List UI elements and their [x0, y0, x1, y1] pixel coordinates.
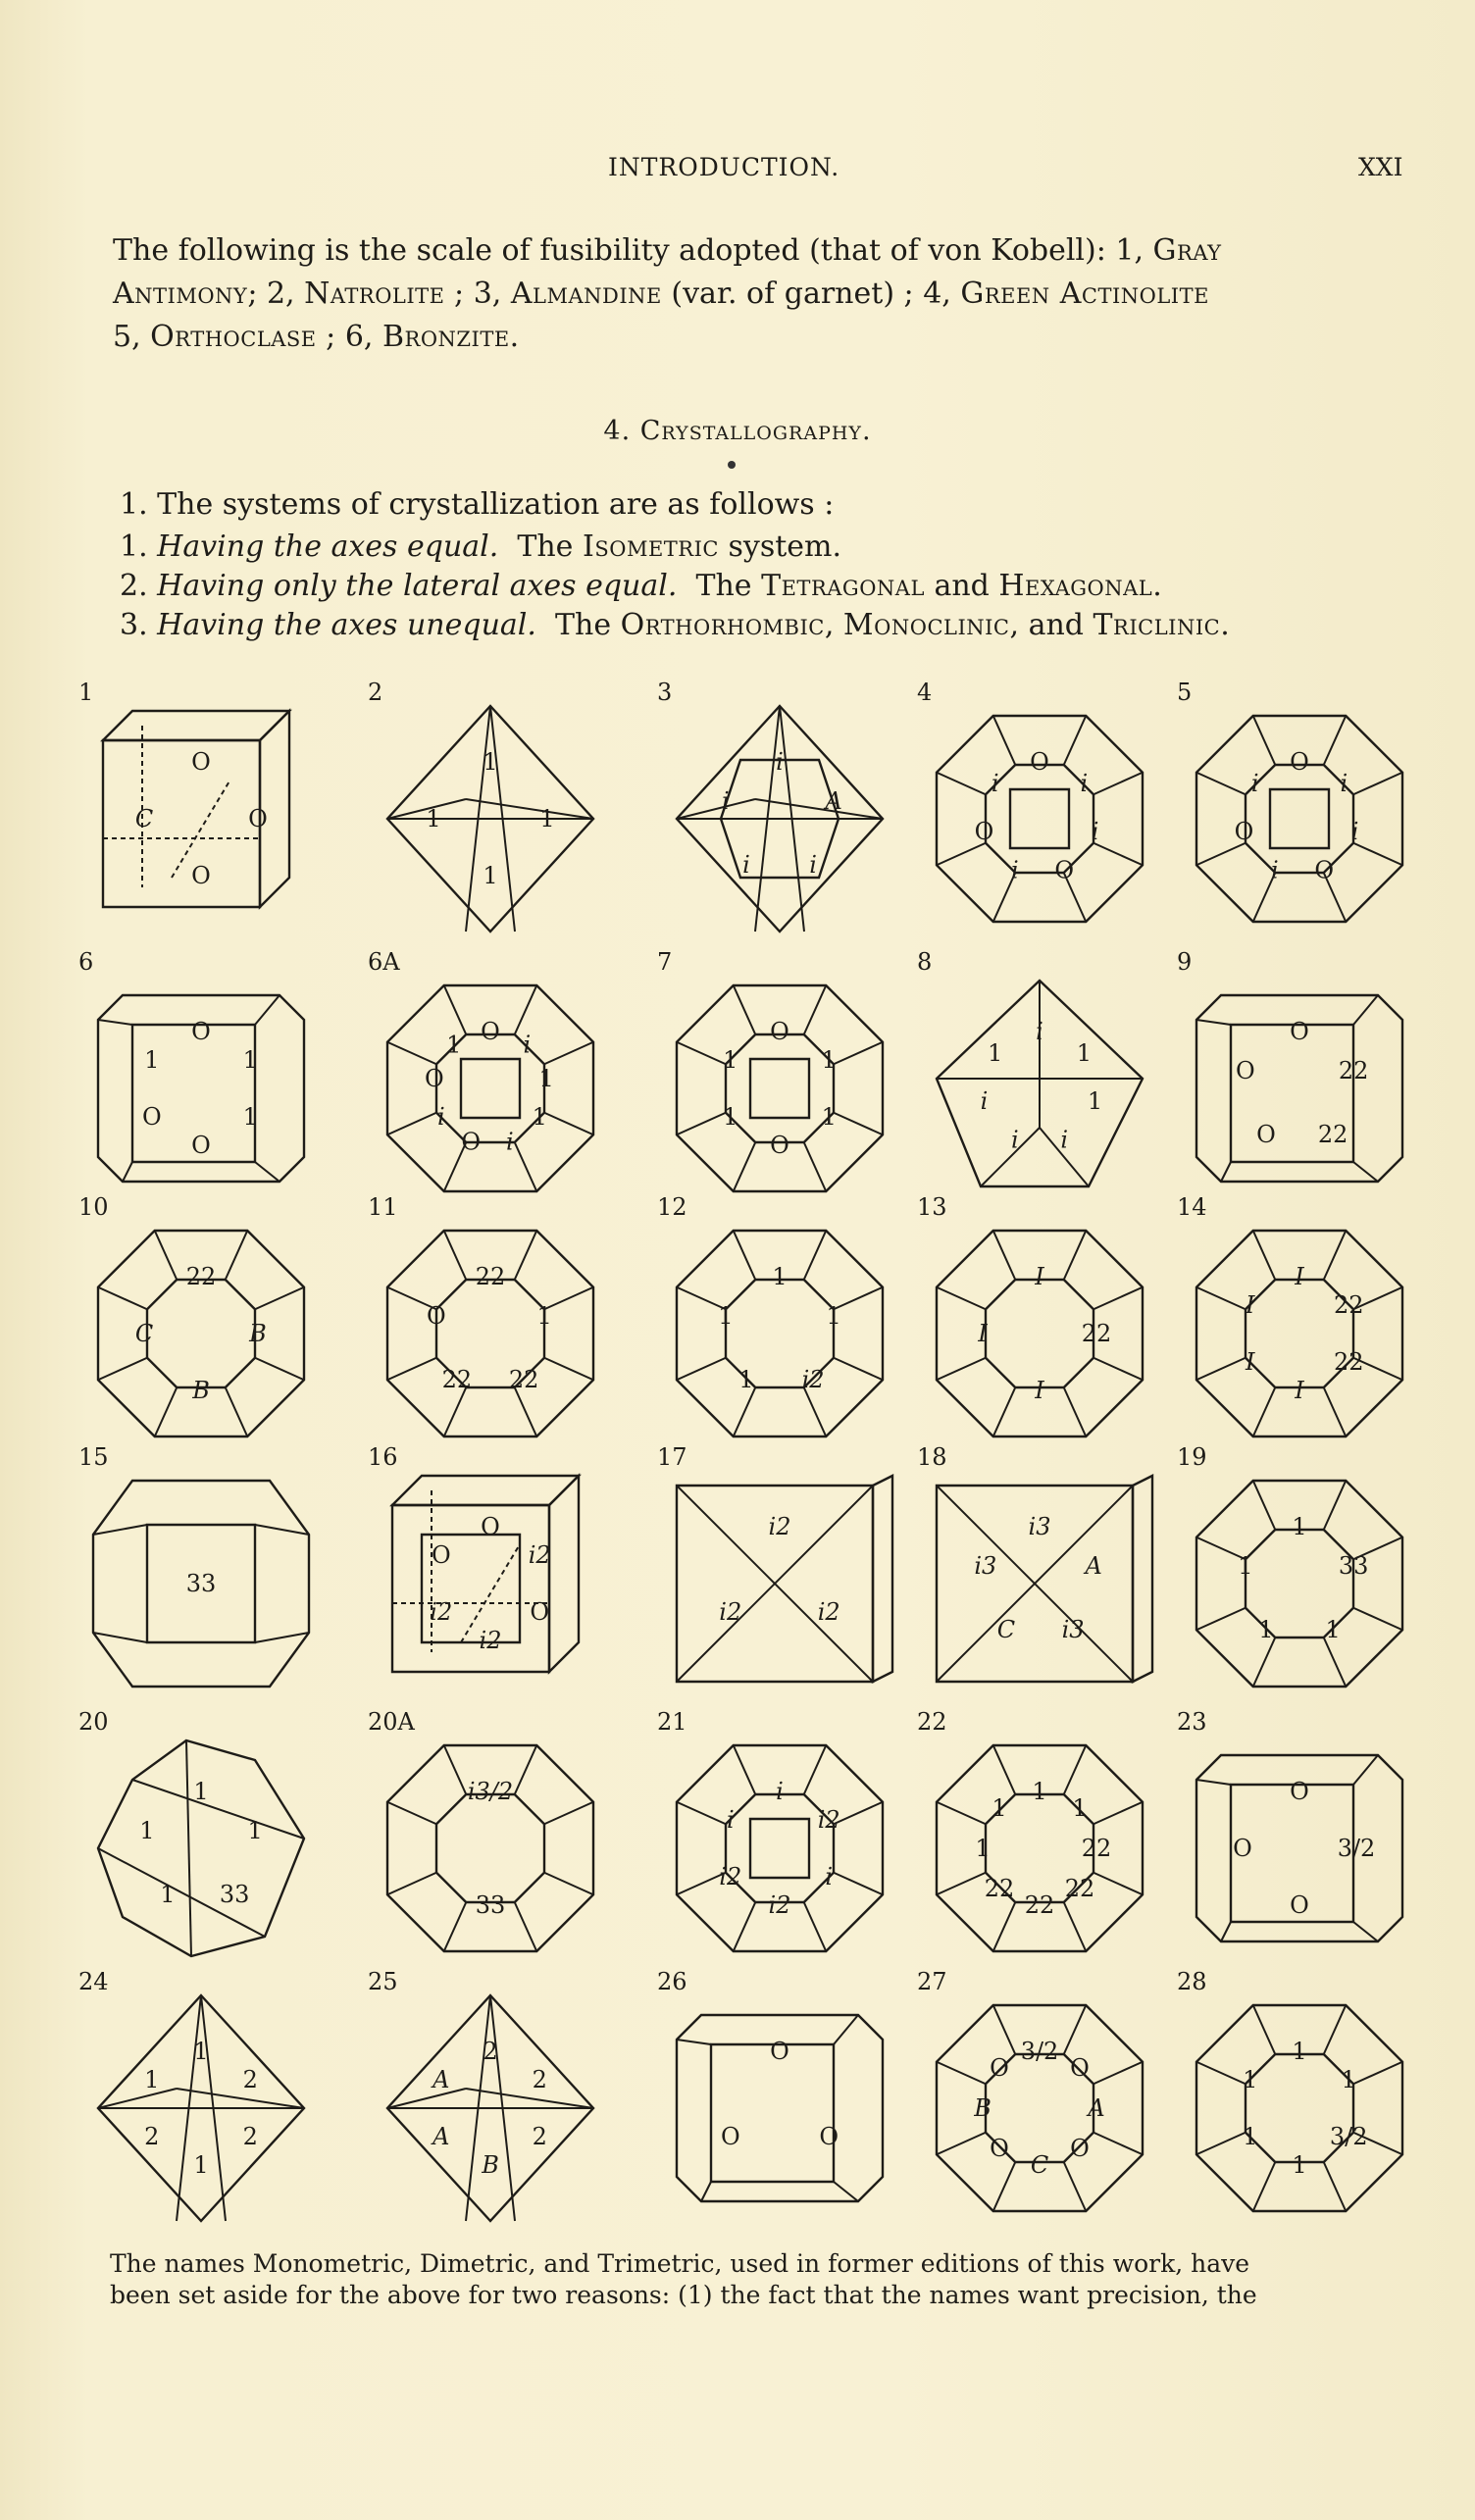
face-label: i — [1036, 1018, 1043, 1045]
face-label: A — [432, 2066, 450, 2093]
face-label: 22 — [984, 1875, 1015, 1903]
crystal-figure-15 — [78, 1443, 314, 1687]
text-run: The — [677, 569, 762, 603]
face-label: O — [481, 1513, 500, 1540]
crystal-figure-18 — [917, 1443, 1152, 1687]
figure-number: 25 — [368, 1968, 398, 1995]
face-label: i3 — [1028, 1513, 1051, 1540]
face-label: O — [1234, 817, 1254, 845]
crystal-drawing — [378, 1451, 603, 1687]
face-label: 33 — [185, 1570, 217, 1597]
crystal-drawing — [927, 1201, 1152, 1436]
face-label: i2 — [768, 1891, 791, 1919]
face-label: I — [1295, 1377, 1304, 1404]
figure-number: 16 — [368, 1443, 398, 1471]
crystal-figure-22 — [917, 1708, 1152, 1951]
text-run: 5, — [113, 320, 151, 354]
face-label: A — [1085, 1552, 1102, 1581]
crystal-drawing — [378, 1201, 603, 1436]
face-label: O — [819, 2123, 839, 2150]
item-criterion: Having the axes unequal. — [157, 608, 536, 642]
figure-number: 3 — [657, 679, 673, 706]
face-label: i3/2 — [467, 1778, 514, 1805]
face-label: 1 — [242, 1046, 258, 1074]
crystal-figure-19 — [1177, 1443, 1412, 1687]
face-label: i — [1060, 1126, 1069, 1154]
face-label: O — [990, 2135, 1009, 2163]
crystal-drawing — [667, 1201, 892, 1436]
crystal-drawing — [378, 956, 603, 1191]
crystal-figure-24 — [78, 1968, 314, 2211]
mineral-name: Bronzite — [381, 320, 510, 354]
crystal-figure-6a — [368, 948, 603, 1191]
text-run: ; 2, — [247, 277, 305, 311]
face-label: O — [191, 1132, 211, 1159]
face-label: 33 — [219, 1880, 250, 1908]
crystal-drawing — [1187, 956, 1412, 1191]
fusibility-line-2 — [113, 273, 1427, 315]
mineral-name: Green Actinolite — [960, 277, 1209, 311]
face-label: i — [980, 1086, 989, 1115]
face-label: 1 — [193, 2038, 209, 2065]
face-label: O — [1290, 1778, 1309, 1805]
face-label: i — [776, 748, 784, 776]
face-label: I — [1246, 1348, 1255, 1376]
face-label: I — [1035, 1377, 1044, 1404]
crystal-drawing — [88, 956, 314, 1191]
mineral-name: Antimony — [113, 277, 248, 311]
face-label: O — [1314, 856, 1335, 884]
face-label: i — [436, 1103, 445, 1131]
crystal-drawing — [88, 1451, 314, 1687]
systems-intro: 1. The systems of crystallization are as follows : — [120, 487, 835, 522]
crystal-drawing — [667, 1451, 892, 1687]
crystal-figure-27 — [917, 1968, 1152, 2211]
face-label: I — [1035, 1263, 1044, 1290]
face-label: 1 — [193, 1778, 209, 1805]
face-label: O — [191, 1018, 211, 1045]
face-label: i2 — [817, 1598, 840, 1626]
crystal-drawing — [88, 686, 314, 922]
face-label: 1 — [1292, 1513, 1307, 1540]
face-label: O — [431, 1541, 451, 1569]
face-label: 33 — [475, 1891, 506, 1919]
face-label: A — [432, 2123, 450, 2150]
crystal-figure-25 — [368, 1968, 603, 2211]
crystal-figure-20 — [78, 1708, 314, 1951]
face-label: O — [1030, 748, 1049, 776]
crystal-figure-4 — [917, 679, 1152, 922]
face-label: I — [978, 1320, 988, 1347]
system-name: Isometric — [582, 529, 719, 564]
face-label: i2 — [817, 1806, 840, 1834]
figure-number: 8 — [917, 948, 933, 976]
figure-number: 13 — [917, 1193, 947, 1221]
crystal-figure-13 — [917, 1193, 1152, 1436]
face-label: 22 — [1081, 1320, 1112, 1347]
face-label: 3/2 — [1329, 2123, 1368, 2150]
figure-number: 20 — [78, 1708, 109, 1736]
face-label: 33 — [1338, 1552, 1369, 1581]
face-label: 22 — [475, 1263, 506, 1290]
text-run: (var. of garnet) ; 4, — [661, 277, 961, 311]
figure-number: 20A — [368, 1708, 415, 1736]
face-label: 1 — [1341, 2066, 1356, 2093]
face-label: 1 — [144, 2066, 160, 2093]
face-label: 2 — [483, 2038, 498, 2065]
section-heading: 4. Crystallography. — [603, 416, 872, 446]
item-number: 3. — [120, 608, 158, 642]
text-run: . — [1220, 608, 1230, 642]
face-label: 2 — [532, 2123, 547, 2150]
crystal-drawing — [1187, 1976, 1412, 2211]
crystal-figure-21 — [657, 1708, 892, 1951]
face-label: 2 — [144, 2123, 160, 2150]
face-label: O — [1233, 1835, 1252, 1862]
face-label: i2 — [528, 1541, 551, 1569]
face-label: i — [809, 850, 817, 879]
crystal-figure-12 — [657, 1193, 892, 1436]
face-label: O — [770, 1132, 789, 1159]
face-label: 1 — [446, 1031, 462, 1059]
face-label: 22 — [1333, 1348, 1364, 1376]
face-label: 22 — [1338, 1057, 1369, 1085]
face-label: C — [134, 805, 154, 832]
face-label: B — [249, 1320, 267, 1347]
face-label: B — [974, 2094, 992, 2122]
face-label: 1 — [193, 2151, 209, 2179]
face-label: 1 — [538, 1064, 554, 1092]
system-name: Monoclinic — [842, 608, 1010, 642]
face-label: 1 — [1258, 1615, 1274, 1643]
face-label: 1 — [723, 1103, 738, 1131]
crystal-drawing — [1187, 1201, 1412, 1436]
system-name: Triclinic — [1093, 608, 1221, 642]
face-label: 22 — [1081, 1835, 1112, 1862]
face-label: i — [523, 1031, 532, 1059]
face-label: i — [742, 850, 750, 879]
crystal-figure-23 — [1177, 1708, 1412, 1951]
face-label: 1 — [772, 1263, 788, 1290]
text-run: , — [824, 608, 843, 642]
crystal-drawing — [667, 1976, 892, 2211]
face-label: 1 — [247, 1817, 263, 1845]
text-run: The — [535, 608, 621, 642]
crystal-figure-17 — [657, 1443, 892, 1687]
figure-number: 11 — [368, 1193, 398, 1221]
face-label: 1 — [738, 1365, 754, 1393]
face-label: 1 — [1032, 1778, 1047, 1805]
face-label: 1 — [483, 862, 498, 889]
crystal-drawing — [927, 1976, 1152, 2211]
figure-number: 14 — [1177, 1193, 1207, 1221]
crystal-drawing — [1187, 1451, 1412, 1687]
figure-number: 6 — [78, 948, 94, 976]
face-label: 1 — [821, 1103, 837, 1131]
figure-number: 28 — [1177, 1968, 1207, 1995]
crystal-figure-26 — [657, 1968, 892, 2211]
face-label: i — [1091, 817, 1099, 845]
figure-number: 5 — [1177, 679, 1193, 706]
face-label: i2 — [801, 1365, 825, 1393]
face-label: A — [825, 787, 842, 816]
face-label: i — [721, 787, 730, 816]
figure-number: 26 — [657, 1968, 687, 1995]
face-label: O — [720, 2123, 740, 2150]
face-label: C — [134, 1320, 154, 1347]
system-name: Orthorhombic — [620, 608, 825, 642]
page-number: XXI — [1358, 153, 1403, 181]
figure-number: 2 — [368, 679, 383, 706]
text-run: system. — [718, 529, 842, 564]
crystal-drawing — [88, 1201, 314, 1436]
face-label: 1 — [1243, 2123, 1258, 2150]
face-label: I — [1246, 1291, 1255, 1319]
figure-number: 12 — [657, 1193, 687, 1221]
face-label: 1 — [483, 748, 498, 776]
text-run: The following is the scale of fusibility adopted (that of von Kobell): 1, — [113, 233, 1153, 268]
crystal-figure-1 — [78, 679, 314, 922]
crystal-figure-5 — [1177, 679, 1412, 922]
face-label: O — [1290, 748, 1309, 776]
face-label: 22 — [441, 1365, 473, 1393]
figure-number: 24 — [78, 1968, 109, 1995]
face-label: 2 — [532, 2066, 547, 2093]
face-label: 2 — [242, 2123, 258, 2150]
face-label: i2 — [719, 1598, 742, 1626]
text-run: . — [509, 320, 520, 354]
crystal-figure-14 — [1177, 1193, 1412, 1436]
crystal-figure-2 — [368, 679, 603, 922]
figure-number: 17 — [657, 1443, 687, 1471]
face-label: 1 — [1243, 2066, 1258, 2093]
face-label: 1 — [723, 1046, 738, 1074]
face-label: O — [1290, 1018, 1309, 1045]
figure-number: 10 — [78, 1193, 109, 1221]
face-label: 1 — [536, 1302, 552, 1331]
face-label: 1 — [1292, 2151, 1307, 2179]
crystal-drawing — [378, 1976, 603, 2211]
face-label: B — [192, 1377, 210, 1404]
face-label: i — [505, 1128, 514, 1156]
face-label: O — [974, 817, 994, 845]
face-label: O — [191, 748, 211, 776]
crystal-drawing — [927, 1451, 1152, 1687]
face-label: i — [726, 1806, 735, 1834]
crystal-figure-16 — [368, 1443, 603, 1687]
face-label: O — [1235, 1057, 1255, 1085]
face-label: 2 — [242, 2066, 258, 2093]
figure-number: 6A — [368, 948, 400, 976]
figure-number: 18 — [917, 1443, 947, 1471]
face-label: 1 — [144, 1046, 160, 1074]
face-label: 1 — [1072, 1793, 1088, 1822]
face-label: O — [1256, 1120, 1276, 1148]
face-label: i — [1270, 856, 1279, 884]
crystal-drawing — [88, 1716, 314, 1951]
face-label: 1 — [532, 1103, 547, 1131]
text-run: , and — [1009, 608, 1094, 642]
text-run: and — [924, 569, 999, 603]
item-criterion: Having only the lateral axes equal. — [157, 569, 678, 603]
face-label: O — [248, 805, 268, 832]
face-label: 1 — [426, 805, 441, 832]
crystal-drawing — [927, 956, 1152, 1191]
face-label: 1 — [1325, 1615, 1341, 1643]
figure-number: 22 — [917, 1708, 947, 1736]
face-label: O — [1070, 2135, 1090, 2163]
crystal-figure-20a — [368, 1708, 603, 1951]
crystal-drawing — [667, 686, 892, 922]
crystal-drawing — [378, 1716, 603, 1951]
face-label: 1 — [988, 1038, 1003, 1067]
face-label: i — [1340, 769, 1348, 797]
figure-number: 9 — [1177, 948, 1193, 976]
face-label: B — [482, 2151, 499, 2179]
face-label: 1 — [821, 1046, 837, 1074]
system-item-3 — [120, 608, 1230, 642]
running-title: INTRODUCTION. — [608, 153, 840, 181]
crystal-figure-9 — [1177, 948, 1412, 1191]
face-label: C — [1030, 2151, 1049, 2179]
text-run: ; 6, — [316, 320, 382, 354]
text-run: ; 3, — [444, 277, 511, 311]
crystal-drawing — [1187, 1716, 1412, 1951]
face-label: O — [481, 1018, 500, 1045]
face-label: C — [996, 1615, 1016, 1643]
face-label: 1 — [718, 1302, 734, 1331]
face-label: 3/2 — [1337, 1835, 1376, 1862]
face-label: O — [191, 862, 211, 889]
figure-number: 19 — [1177, 1443, 1207, 1471]
face-label: i2 — [768, 1513, 791, 1540]
face-label: O — [425, 1064, 444, 1092]
face-label: 1 — [1238, 1552, 1253, 1581]
crystal-drawing — [667, 1716, 892, 1951]
face-label: 1 — [992, 1793, 1007, 1822]
face-label: i2 — [719, 1863, 742, 1890]
system-item-2 — [120, 569, 1162, 603]
mineral-name: Gray — [1152, 233, 1222, 268]
face-label: 1 — [539, 805, 555, 832]
item-number: 2. — [120, 569, 158, 603]
footnote-line-2: been set aside for the above for two reasons: (1) the fact that the names want precision, the — [110, 2281, 1257, 2309]
face-label: O — [770, 2038, 789, 2065]
item-number: 1. — [120, 529, 158, 564]
figure-number: 27 — [917, 1968, 947, 1995]
fusibility-line-1 — [113, 229, 1427, 272]
system-name: Hexagonal — [998, 569, 1153, 603]
crystal-figure-6 — [78, 948, 314, 1191]
mineral-name: Orthoclase — [150, 320, 317, 354]
item-criterion: Having the axes equal. — [157, 529, 499, 564]
face-label: i3 — [974, 1552, 997, 1581]
face-label: 22 — [1064, 1875, 1095, 1903]
crystal-figure-11 — [368, 1193, 603, 1436]
face-label: O — [1054, 856, 1075, 884]
figure-number: 21 — [657, 1708, 687, 1736]
figure-number: 7 — [657, 948, 673, 976]
face-label: i — [991, 769, 999, 797]
system-item-1 — [120, 529, 841, 564]
face-label: 22 — [1317, 1120, 1348, 1148]
face-label: 1 — [1292, 2038, 1307, 2065]
face-label: i — [1010, 1126, 1019, 1154]
face-label: i — [825, 1863, 834, 1890]
crystal-figure-3 — [657, 679, 892, 922]
face-label: 22 — [508, 1365, 539, 1393]
face-label: i2 — [479, 1627, 502, 1654]
crystal-figure-8 — [917, 948, 1152, 1191]
face-label: i2 — [430, 1598, 453, 1626]
figure-number: 4 — [917, 679, 933, 706]
face-label: 22 — [1024, 1891, 1055, 1919]
mineral-name: Natrolite — [304, 277, 445, 311]
face-label: i — [776, 1778, 784, 1805]
crystal-drawing — [1187, 686, 1412, 922]
face-label: O — [1070, 2053, 1090, 2082]
face-label: I — [1295, 1263, 1304, 1290]
face-label: O — [426, 1302, 446, 1331]
face-label: i — [1250, 769, 1259, 797]
face-label: 1 — [160, 1880, 176, 1908]
face-label: 1 — [242, 1103, 258, 1131]
face-label: i3 — [1061, 1615, 1085, 1643]
face-label: i — [1010, 856, 1019, 884]
face-label: O — [141, 1103, 162, 1131]
face-label: O — [530, 1598, 550, 1626]
crystal-figure-10 — [78, 1193, 314, 1436]
face-label: i — [1080, 769, 1089, 797]
face-label: 1 — [826, 1302, 841, 1331]
figure-number: 23 — [1177, 1708, 1207, 1736]
crystal-drawing — [927, 686, 1152, 922]
face-label: 3/2 — [1020, 2038, 1059, 2065]
system-name: Tetragonal — [761, 569, 925, 603]
figure-number: 1 — [78, 679, 94, 706]
face-label: A — [1088, 2094, 1105, 2122]
face-label: O — [990, 2053, 1009, 2082]
crystal-drawing — [378, 686, 603, 922]
crystal-figure-7 — [657, 948, 892, 1191]
text-run: The — [498, 529, 583, 564]
face-label: O — [1290, 1891, 1309, 1919]
crystal-figure-28 — [1177, 1968, 1412, 2211]
face-label: 1 — [1076, 1038, 1092, 1067]
crystal-drawing — [88, 1976, 314, 2211]
crystal-drawing — [927, 1716, 1152, 1951]
face-label: 22 — [1333, 1291, 1364, 1319]
crystal-drawing — [667, 956, 892, 1191]
footnote-line-1: The names Monometric, Dimetric, and Trimetric, used in former editions of this work, have — [110, 2249, 1250, 2278]
mineral-name: Almandine — [510, 277, 662, 311]
face-label: i — [1350, 817, 1359, 845]
bullet-dot — [728, 461, 736, 469]
face-label: O — [770, 1018, 789, 1045]
face-label: O — [461, 1128, 482, 1156]
figure-number: 15 — [78, 1443, 109, 1471]
face-label: 1 — [139, 1817, 155, 1845]
face-label: 22 — [185, 1263, 217, 1290]
fusibility-line-3 — [113, 316, 1427, 358]
face-label: 1 — [1087, 1086, 1103, 1115]
running-head — [0, 153, 1475, 192]
face-label: 1 — [975, 1835, 991, 1862]
text-run: . — [1152, 569, 1162, 603]
